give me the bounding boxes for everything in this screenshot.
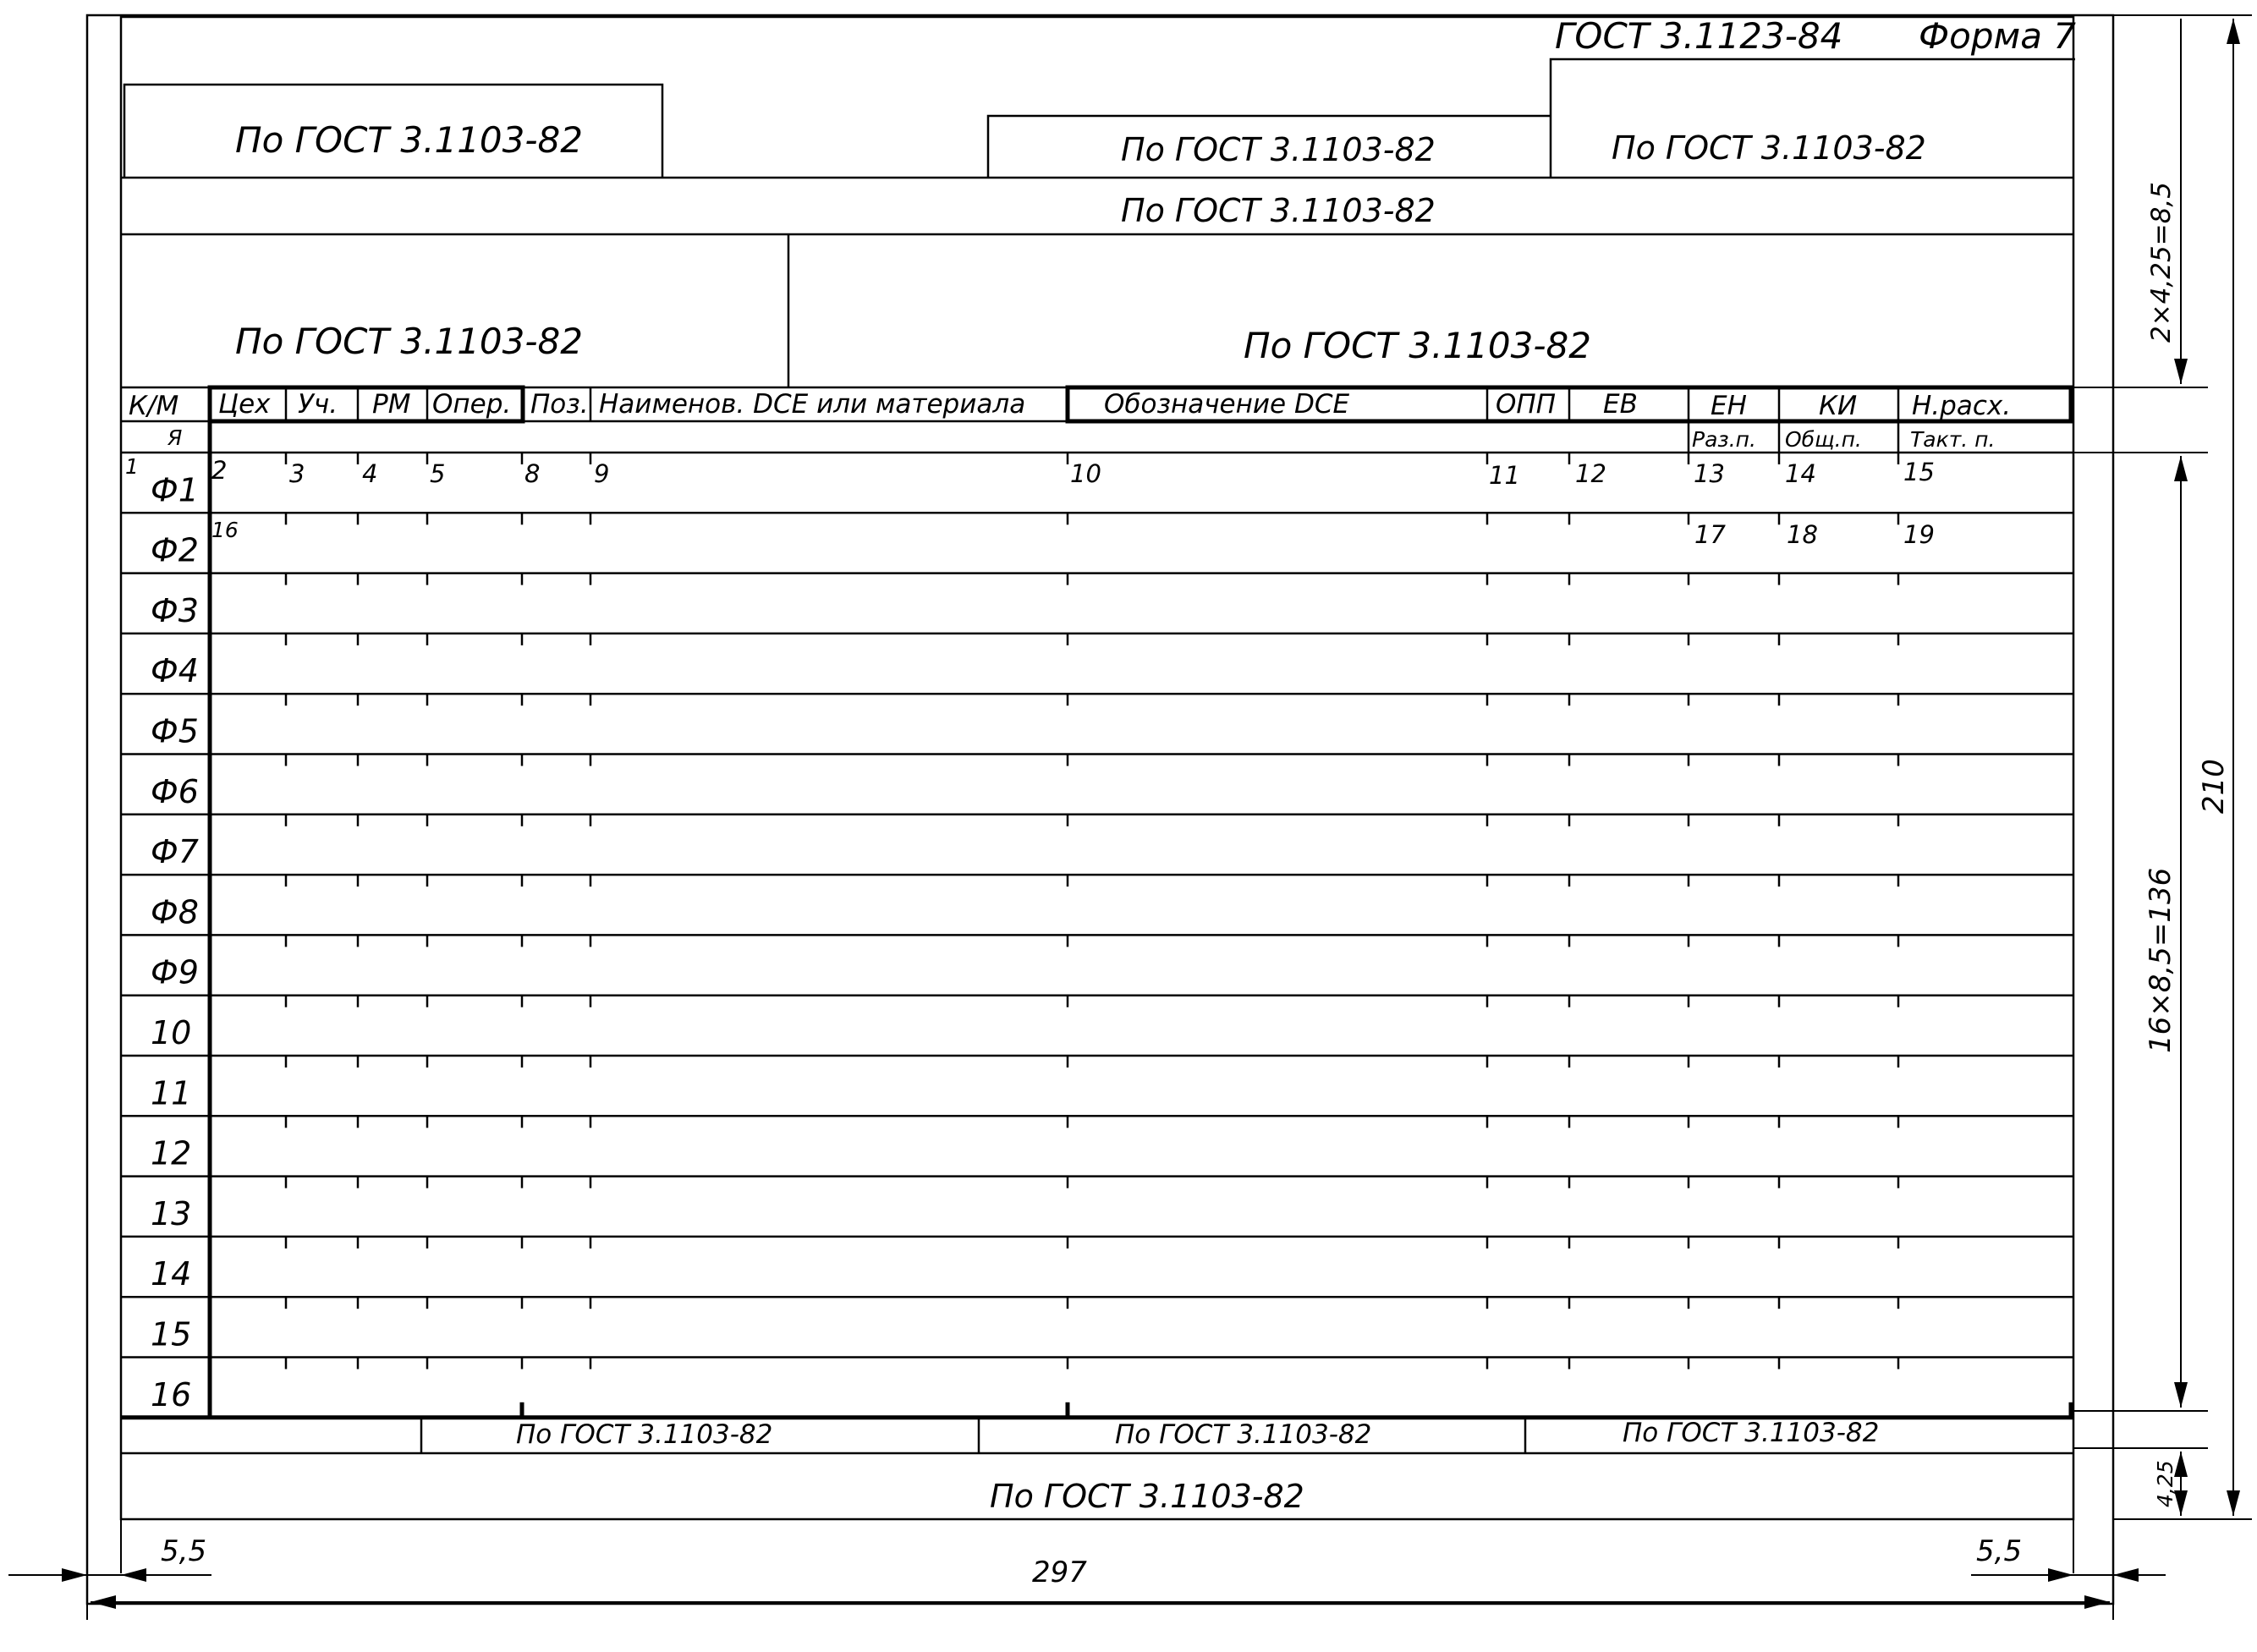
col-km: К/М: [129, 391, 179, 421]
ref-footer-2: По ГОСТ 3.1103-82: [1115, 1419, 1372, 1450]
dim-rows-height: 16×8,5=136: [2144, 867, 2177, 1053]
col-rm: РМ: [372, 389, 411, 420]
col-uch: Уч.: [298, 389, 338, 420]
row-label-f5: Ф5: [151, 712, 199, 750]
row-label-15: 15: [151, 1315, 192, 1353]
row-label-f3: Ф3: [151, 591, 199, 629]
col-num-4: 4: [362, 459, 378, 488]
col-num-9: 9: [594, 459, 610, 488]
ref-block-top-right: По ГОСТ 3.1103-82: [1612, 129, 1926, 167]
col-num-12: 12: [1575, 459, 1606, 488]
form-border: [121, 17, 2073, 1519]
col-num-10: 10: [1070, 459, 1101, 488]
col-ev: ЕВ: [1603, 389, 1638, 420]
col-ceh: Цех: [218, 389, 271, 420]
col-oboz: Обозначение DCE: [1104, 389, 1350, 420]
row-label-11: 11: [151, 1074, 192, 1112]
dim-margin-right: 5,5: [1976, 1534, 2023, 1568]
col-naimen: Наименов. DCE или материала: [599, 389, 1026, 420]
ref-block-mid-left: По ГОСТ 3.1103-82: [235, 321, 583, 362]
ref-footer-3: По ГОСТ 3.1103-82: [1623, 1418, 1880, 1448]
col-num-3: 3: [289, 459, 305, 488]
col-ya: Я: [167, 425, 183, 450]
row-label-f1: Ф1: [151, 471, 199, 509]
form-name-label: Форма 7: [1919, 15, 2077, 57]
row-label-f4: Ф4: [151, 652, 199, 690]
col-num-17: 17: [1694, 520, 1726, 549]
line-grid: [121, 387, 2073, 1418]
dim-width-total: 297: [1032, 1556, 1087, 1589]
col-num-16: 16: [211, 518, 239, 542]
col-num-18: 18: [1787, 520, 1818, 549]
col-num-13: 13: [1694, 459, 1725, 488]
row-label-f2: Ф2: [151, 531, 199, 569]
ref-block-top-middle: По ГОСТ 3.1103-82: [1121, 131, 1436, 168]
ref-footer-1: По ГОСТ 3.1103-82: [516, 1419, 773, 1450]
dimension-lines: [8, 15, 2252, 1620]
column-header-lines: [121, 387, 2073, 453]
ref-block-mid-right: По ГОСТ 3.1103-82: [1244, 325, 1591, 366]
col-oper: Опер.: [432, 389, 512, 420]
col-en: ЕН: [1711, 391, 1747, 421]
row-label-f7: Ф7: [151, 833, 199, 871]
ref-footer-wide: По ГОСТ 3.1103-82: [990, 1478, 1304, 1515]
row-label-f9: Ф9: [151, 953, 199, 991]
ref-block-top-left: По ГОСТ 3.1103-82: [235, 119, 583, 161]
col-opp: ОПП: [1496, 389, 1557, 420]
row-label-16: 16: [151, 1375, 192, 1413]
col-raz-p: Раз.п.: [1692, 427, 1756, 452]
row-label-f6: Ф6: [151, 772, 199, 810]
col-num-8: 8: [524, 459, 541, 488]
row-label-10: 10: [151, 1014, 192, 1051]
row-label-13: 13: [151, 1194, 192, 1232]
form-standard-label: ГОСТ 3.1123-84: [1555, 15, 1843, 57]
row-label-f8: Ф8: [151, 893, 199, 931]
col-ki: КИ: [1819, 391, 1858, 421]
dim-sheet-height: 210: [2197, 759, 2231, 814]
col-obsh-p: Общ.п.: [1785, 427, 1862, 452]
col-num-19: 19: [1903, 520, 1935, 549]
col-num-2: 2: [211, 456, 228, 485]
col-num-14: 14: [1785, 459, 1816, 488]
col-num-11: 11: [1489, 461, 1520, 490]
col-num-15: 15: [1903, 458, 1935, 486]
col-num-5: 5: [430, 459, 446, 488]
dim-header-height: 2×4,25=8,5: [2146, 182, 2177, 343]
col-nrash: Н.расх.: [1912, 391, 2012, 421]
dim-footer-height: 4,25: [2153, 1460, 2177, 1507]
col-num-1: 1: [125, 454, 139, 479]
row-label-12: 12: [151, 1134, 192, 1172]
row-label-14: 14: [151, 1255, 192, 1293]
dim-margin-left: 5,5: [161, 1534, 207, 1568]
sheet-outer-frame: [87, 15, 2113, 1604]
col-poz: Поз.: [530, 389, 589, 420]
col-takt-p: Такт. п.: [1910, 427, 1996, 452]
ref-block-wide: По ГОСТ 3.1103-82: [1121, 192, 1436, 229]
